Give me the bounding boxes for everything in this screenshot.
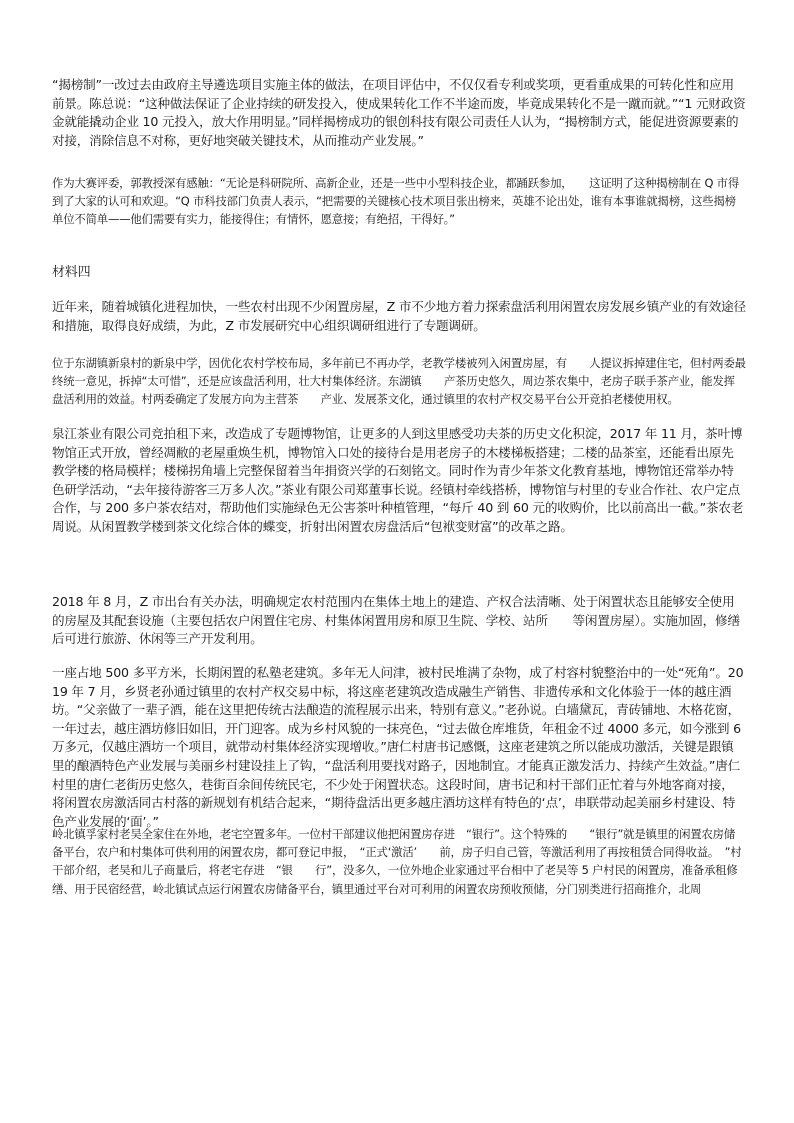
- paragraph-lingbei-bank: 岭北镇孚家村老吴全家住在外地，老宅空置多年。一位村干部建议他把闲置房存进 “银行”。这个特殊的 “银行”就是镇里的闲置农房储备平台，农户和村集体可供利用的闲置农房，都可登记申报， “正式‘激活’ 前，房子归自己管，等激活利用了再按租赁合同得收益。 ”村干部介绍，老吴和儿子商量后，将老宅存进 “银 行”，没多久，一位外地企业家通过平台相中了老吴等 5 户村民的闲置房，准备承租修缮、用于民宿经营，岭北镇试点运行闲置农房储备平台，镇里通过平台对可利用的闲置农房预收预储，分门别类进行招商推介，北周: [52, 827, 742, 896]
- paragraph-judge-comment: 作为大赛评委，郭教授深有感触：“无论是科研院所、高新企业，还是一些中小型科技企业，都踊跃参加， 这证明了这种揭榜制在 Q 市得到了大家的认可和欢迎。“Q 市科技部门负责人表示，“把需要的关键核心技术项目张出榜来，英雄不论出处，谁有本事谁就揭榜，这些揭榜单位不简单——他们需要有实力，能接得住；有情怀，愿意接；有绝招，干得好。”: [52, 176, 740, 227]
- paragraph-xinquan-school: 位于东湖镇新泉村的新泉中学，因优化农村学校布局，多年前已不再办学，老教学楼被列入闲置房屋，有 人提议拆掉建住宅，但村两委最终统一意见，拆掉“太可惜”，还是应该盘活利用，壮大村集体经济。东湖镇 产茶历史悠久，周边茶农集中，老房子联手茶产业，能发挥盘活利用的效益。村两委确定了发展方向为主营茶 产业、发展茶文化，通过镇里的农村产权交易平台公开竞拍老楼使用权。: [52, 356, 746, 407]
- paragraph-idle-housing-intro: 近年来，随着城镇化进程加快，一些农村出现不少闲置房屋，Z 市不少地方着力探索盘活利用闲置农房发展乡镇产业的有效途径和措施，取得良好成绩，为此，Z 市发展研究中心组织调研组进行了专题调研。: [52, 299, 746, 333]
- paragraph-z-city-policy: 2018 年 8 月，Z 市出台有关办法，明确规定农村范围内在集体土地上的建造、产权合法清晰、处于闲置状态且能够安全使用的房屋及其配套设施（主要包括农户闲置住宅房、村集体闲置用房和原卫生院、学校、站所 等闲置房屋）。实施加固，修缮后可进行旅游、休闲等三产开发利用。: [52, 594, 740, 647]
- paragraph-tea-museum: 泉江茶业有限公司竞拍租下来，改造成了专题博物馆，让更多的人到这里感受功夫茶的历史文化积淀，2017 年 11 月，茶叶博物馆正式开放，曾经凋敝的老屋重焕生机，博物馆入口处的接待台是用老房子的木楼梯板搭建；二楼的品茶室，还能看出原先教学楼的格局模样；楼梯拐角墙上完整保留着当年捐资兴学的石刻铭文。同时作为青少年茶文化教育基地，博物馆还常举办特色研学活动，“去年接待游客三万多人次。”茶业有限公司郑董事长说。经镇村牵线搭桥，博物馆与村里的专业合作社、农户定点合作，与 200 多户茶农结对，帮助他们实施绿色无公害茶叶种植管理，“每斤 40 到 60 元的收购价，比以前高出一截。”茶农老周说。从闲置教学楼到茶文化综合体的蝶变，折射出闲置农房盘活后“包袱变财富”的改革之路。: [52, 426, 744, 534]
- paragraph-jiebang-intro: “揭榜制”一改过去由政府主导遴选项目实施主体的做法，在项目评估中，不仅仅看专利或奖项，更看重成果的可转化性和应用前景。陈总说：“这种做法保证了企业持续的研发投入，使成果转化工作不半途而废，毕竟成果转化不是一蹴而就。”“1 元财政资金就能撬动企业 10 元投入，放大作用明显。”同样揭榜成功的银创科技有限公司责任人认为，“揭榜制方式，能促进资源要素的对接，消除信息不对称，更好地突破关键技术，从而推动产业发展。”: [52, 77, 746, 148]
- paragraph-yuezhuang-winery: 一座占地 500 多平方米，长期闲置的私塾老建筑。多年无人问津，被村民堆满了杂物，成了村容村貌整治中的一处“死角”。2019 年 7 月，乡贤老孙通过镇里的农村产权交易中标，将这座老建筑改造成融生产销售、非遗传承和文化体验于一体的越庄酒坊。“父亲做了一辈子酒，能在这里把传统古法酿造的流程展示出来，特别有意义。”老孙说。白墙黛瓦，青砖铺地、木格花窗，一年过去，越庄酒坊修旧如旧，开门迎客。成为乡村风貌的一抹亮色，“过去做仓库堆货，年租金不过 4000 多元，如今涨到 6 万多元，仅越庄酒坊一个项目，就带动村集体经济实现增收。”唐仁村唐书记感慨，这座老建筑之所以能成功激活，关键是跟镇里的酿酒特色产业发展与美丽乡村建设挂上了钩，“盘活利用要找对路子，因地制宜。才能真正激发活力、持续产生效益。”唐仁村里的唐仁老街历史悠久，巷街百余间传统民宅，不少处于闲置状态。这段时间，唐书记和村干部们正忙着与外地客商对接，将闲置农房激活同古村落的新规划有机结合起来，“期待盘活出更多越庄酒坊这样有特色的‘点’，串联带动起美丽乡村建设、特色产业发展的‘面’。”: [52, 665, 744, 829]
- section-heading-material-four: 材料四: [52, 265, 91, 280]
